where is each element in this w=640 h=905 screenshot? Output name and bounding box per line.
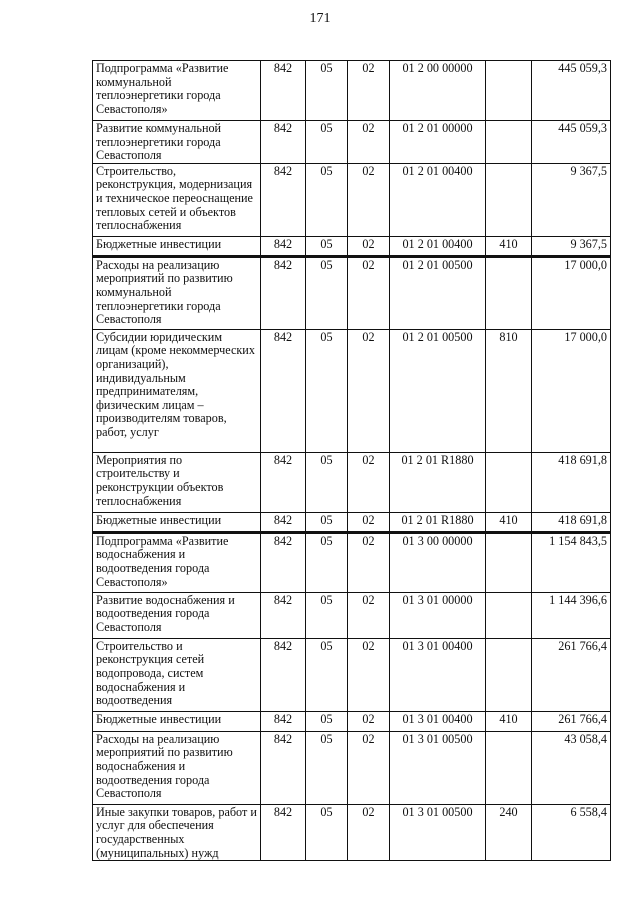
row-name-cell: Развитие коммунальной теплоэнергетики города Севастополя	[93, 121, 261, 164]
row-rz-cell: 05	[306, 329, 348, 452]
table-row	[93, 731, 611, 804]
row-pr-cell: 02	[348, 256, 390, 329]
row-pr-cell: 02	[348, 121, 390, 164]
table-row	[93, 512, 611, 532]
row-amount-cell: 9 367,5	[532, 163, 611, 236]
row-name-cell: Строительство, реконструкция, модернизация и техническое переоснащение тепловых сетей и объектов теплоснабжения	[93, 163, 261, 236]
row-csr-cell: 01 2 01 00400	[390, 163, 486, 236]
row-pr-cell: 02	[348, 711, 390, 731]
row-amount-cell: 418 691,8	[532, 512, 611, 532]
row-csr-cell: 01 2 01 00400	[390, 236, 486, 256]
row-vr-cell	[486, 592, 532, 638]
table-row	[93, 532, 611, 592]
row-rz-cell: 05	[306, 163, 348, 236]
row-ved-cell: 842	[261, 121, 306, 164]
row-pr-cell: 02	[348, 512, 390, 532]
row-csr-cell: 01 3 01 00500	[390, 804, 486, 860]
row-csr-cell: 01 3 01 00500	[390, 731, 486, 804]
row-amount-cell: 43 058,4	[532, 731, 611, 804]
row-name-cell: Бюджетные инвестиции	[93, 711, 261, 731]
row-amount-cell: 6 558,4	[532, 804, 611, 860]
row-csr-cell: 01 3 01 00000	[390, 592, 486, 638]
row-rz-cell: 05	[306, 638, 348, 711]
row-ved-cell: 842	[261, 592, 306, 638]
row-vr-cell: 810	[486, 329, 532, 452]
row-pr-cell: 02	[348, 163, 390, 236]
row-csr-cell: 01 2 01 00500	[390, 329, 486, 452]
budget-table	[92, 60, 611, 861]
row-amount-cell: 445 059,3	[532, 121, 611, 164]
row-pr-cell: 02	[348, 638, 390, 711]
row-vr-cell: 240	[486, 804, 532, 860]
row-vr-cell: 410	[486, 512, 532, 532]
row-vr-cell	[486, 256, 532, 329]
table-row	[93, 638, 611, 711]
row-rz-cell: 05	[306, 61, 348, 121]
row-pr-cell: 02	[348, 532, 390, 592]
table-row	[93, 61, 611, 121]
table-row	[93, 592, 611, 638]
row-vr-cell	[486, 731, 532, 804]
row-csr-cell: 01 2 00 00000	[390, 61, 486, 121]
row-name-cell: Расходы на реализацию мероприятий по развитию водоснабжения и водоотведения города Севастополя	[93, 731, 261, 804]
row-csr-cell: 01 3 01 00400	[390, 638, 486, 711]
row-rz-cell: 05	[306, 121, 348, 164]
table-row	[93, 804, 611, 860]
table-row	[93, 256, 611, 329]
row-rz-cell: 05	[306, 256, 348, 329]
row-name-cell: Бюджетные инвестиции	[93, 236, 261, 256]
row-name-cell: Подпрограмма «Развитие коммунальной теплоэнергетики города Севастополя»	[93, 61, 261, 121]
table-row	[93, 452, 611, 512]
row-vr-cell: 410	[486, 236, 532, 256]
row-name-cell: Иные закупки товаров, работ и услуг для обеспечения государственных (муниципальных) нужд	[93, 804, 261, 860]
row-rz-cell: 05	[306, 711, 348, 731]
row-rz-cell: 05	[306, 592, 348, 638]
row-amount-cell: 17 000,0	[532, 256, 611, 329]
row-rz-cell: 05	[306, 452, 348, 512]
row-vr-cell	[486, 163, 532, 236]
row-vr-cell	[486, 61, 532, 121]
row-csr-cell: 01 2 01 00000	[390, 121, 486, 164]
row-amount-cell: 261 766,4	[532, 638, 611, 711]
row-pr-cell: 02	[348, 804, 390, 860]
table-row	[93, 121, 611, 164]
row-ved-cell: 842	[261, 163, 306, 236]
row-csr-cell: 01 3 00 00000	[390, 532, 486, 592]
row-pr-cell: 02	[348, 592, 390, 638]
row-ved-cell: 842	[261, 236, 306, 256]
row-amount-cell: 1 154 843,5	[532, 532, 611, 592]
row-ved-cell: 842	[261, 452, 306, 512]
row-name-cell: Подпрограмма «Развитие водоснабжения и водоотведения города Севастополя»	[93, 532, 261, 592]
row-ved-cell: 842	[261, 512, 306, 532]
row-amount-cell: 445 059,3	[532, 61, 611, 121]
table-row	[93, 236, 611, 256]
row-vr-cell	[486, 532, 532, 592]
row-pr-cell: 02	[348, 731, 390, 804]
table-row	[93, 329, 611, 452]
row-ved-cell: 842	[261, 804, 306, 860]
row-amount-cell: 9 367,5	[532, 236, 611, 256]
row-ved-cell: 842	[261, 711, 306, 731]
row-csr-cell: 01 2 01 R1880	[390, 452, 486, 512]
row-vr-cell	[486, 638, 532, 711]
row-csr-cell: 01 2 01 R1880	[390, 512, 486, 532]
row-name-cell: Расходы на реализацию мероприятий по развитию коммунальной теплоэнергетики города Севастополя	[93, 256, 261, 329]
row-ved-cell: 842	[261, 329, 306, 452]
row-amount-cell: 17 000,0	[532, 329, 611, 452]
row-rz-cell: 05	[306, 804, 348, 860]
row-vr-cell: 410	[486, 711, 532, 731]
row-pr-cell: 02	[348, 61, 390, 121]
budget-table-body	[93, 61, 611, 861]
row-ved-cell: 842	[261, 532, 306, 592]
row-rz-cell: 05	[306, 731, 348, 804]
row-pr-cell: 02	[348, 452, 390, 512]
page-number: 171	[309, 11, 331, 26]
table-row	[93, 711, 611, 731]
row-amount-cell: 1 144 396,6	[532, 592, 611, 638]
row-name-cell: Субсидии юридическим лицам (кроме некоммерческих организаций), индивидуальным предпринимателям, физическим лицам – производителям товаров, работ, услуг	[93, 329, 261, 452]
row-pr-cell: 02	[348, 236, 390, 256]
row-ved-cell: 842	[261, 256, 306, 329]
row-amount-cell: 418 691,8	[532, 452, 611, 512]
row-amount-cell: 261 766,4	[532, 711, 611, 731]
table-row	[93, 163, 611, 236]
row-rz-cell: 05	[306, 512, 348, 532]
row-name-cell: Строительство и реконструкция сетей водопровода, систем водоснабжения и водоотведения	[93, 638, 261, 711]
row-vr-cell	[486, 452, 532, 512]
row-csr-cell: 01 2 01 00500	[390, 256, 486, 329]
row-csr-cell: 01 3 01 00400	[390, 711, 486, 731]
row-rz-cell: 05	[306, 532, 348, 592]
row-name-cell: Мероприятия по строительству и реконструкции объектов теплоснабжения	[93, 452, 261, 512]
row-vr-cell	[486, 121, 532, 164]
row-name-cell: Развитие водоснабжения и водоотведения города Севастополя	[93, 592, 261, 638]
row-ved-cell: 842	[261, 61, 306, 121]
row-pr-cell: 02	[348, 329, 390, 452]
row-ved-cell: 842	[261, 638, 306, 711]
row-rz-cell: 05	[306, 236, 348, 256]
row-ved-cell: 842	[261, 731, 306, 804]
row-name-cell: Бюджетные инвестиции	[93, 512, 261, 532]
